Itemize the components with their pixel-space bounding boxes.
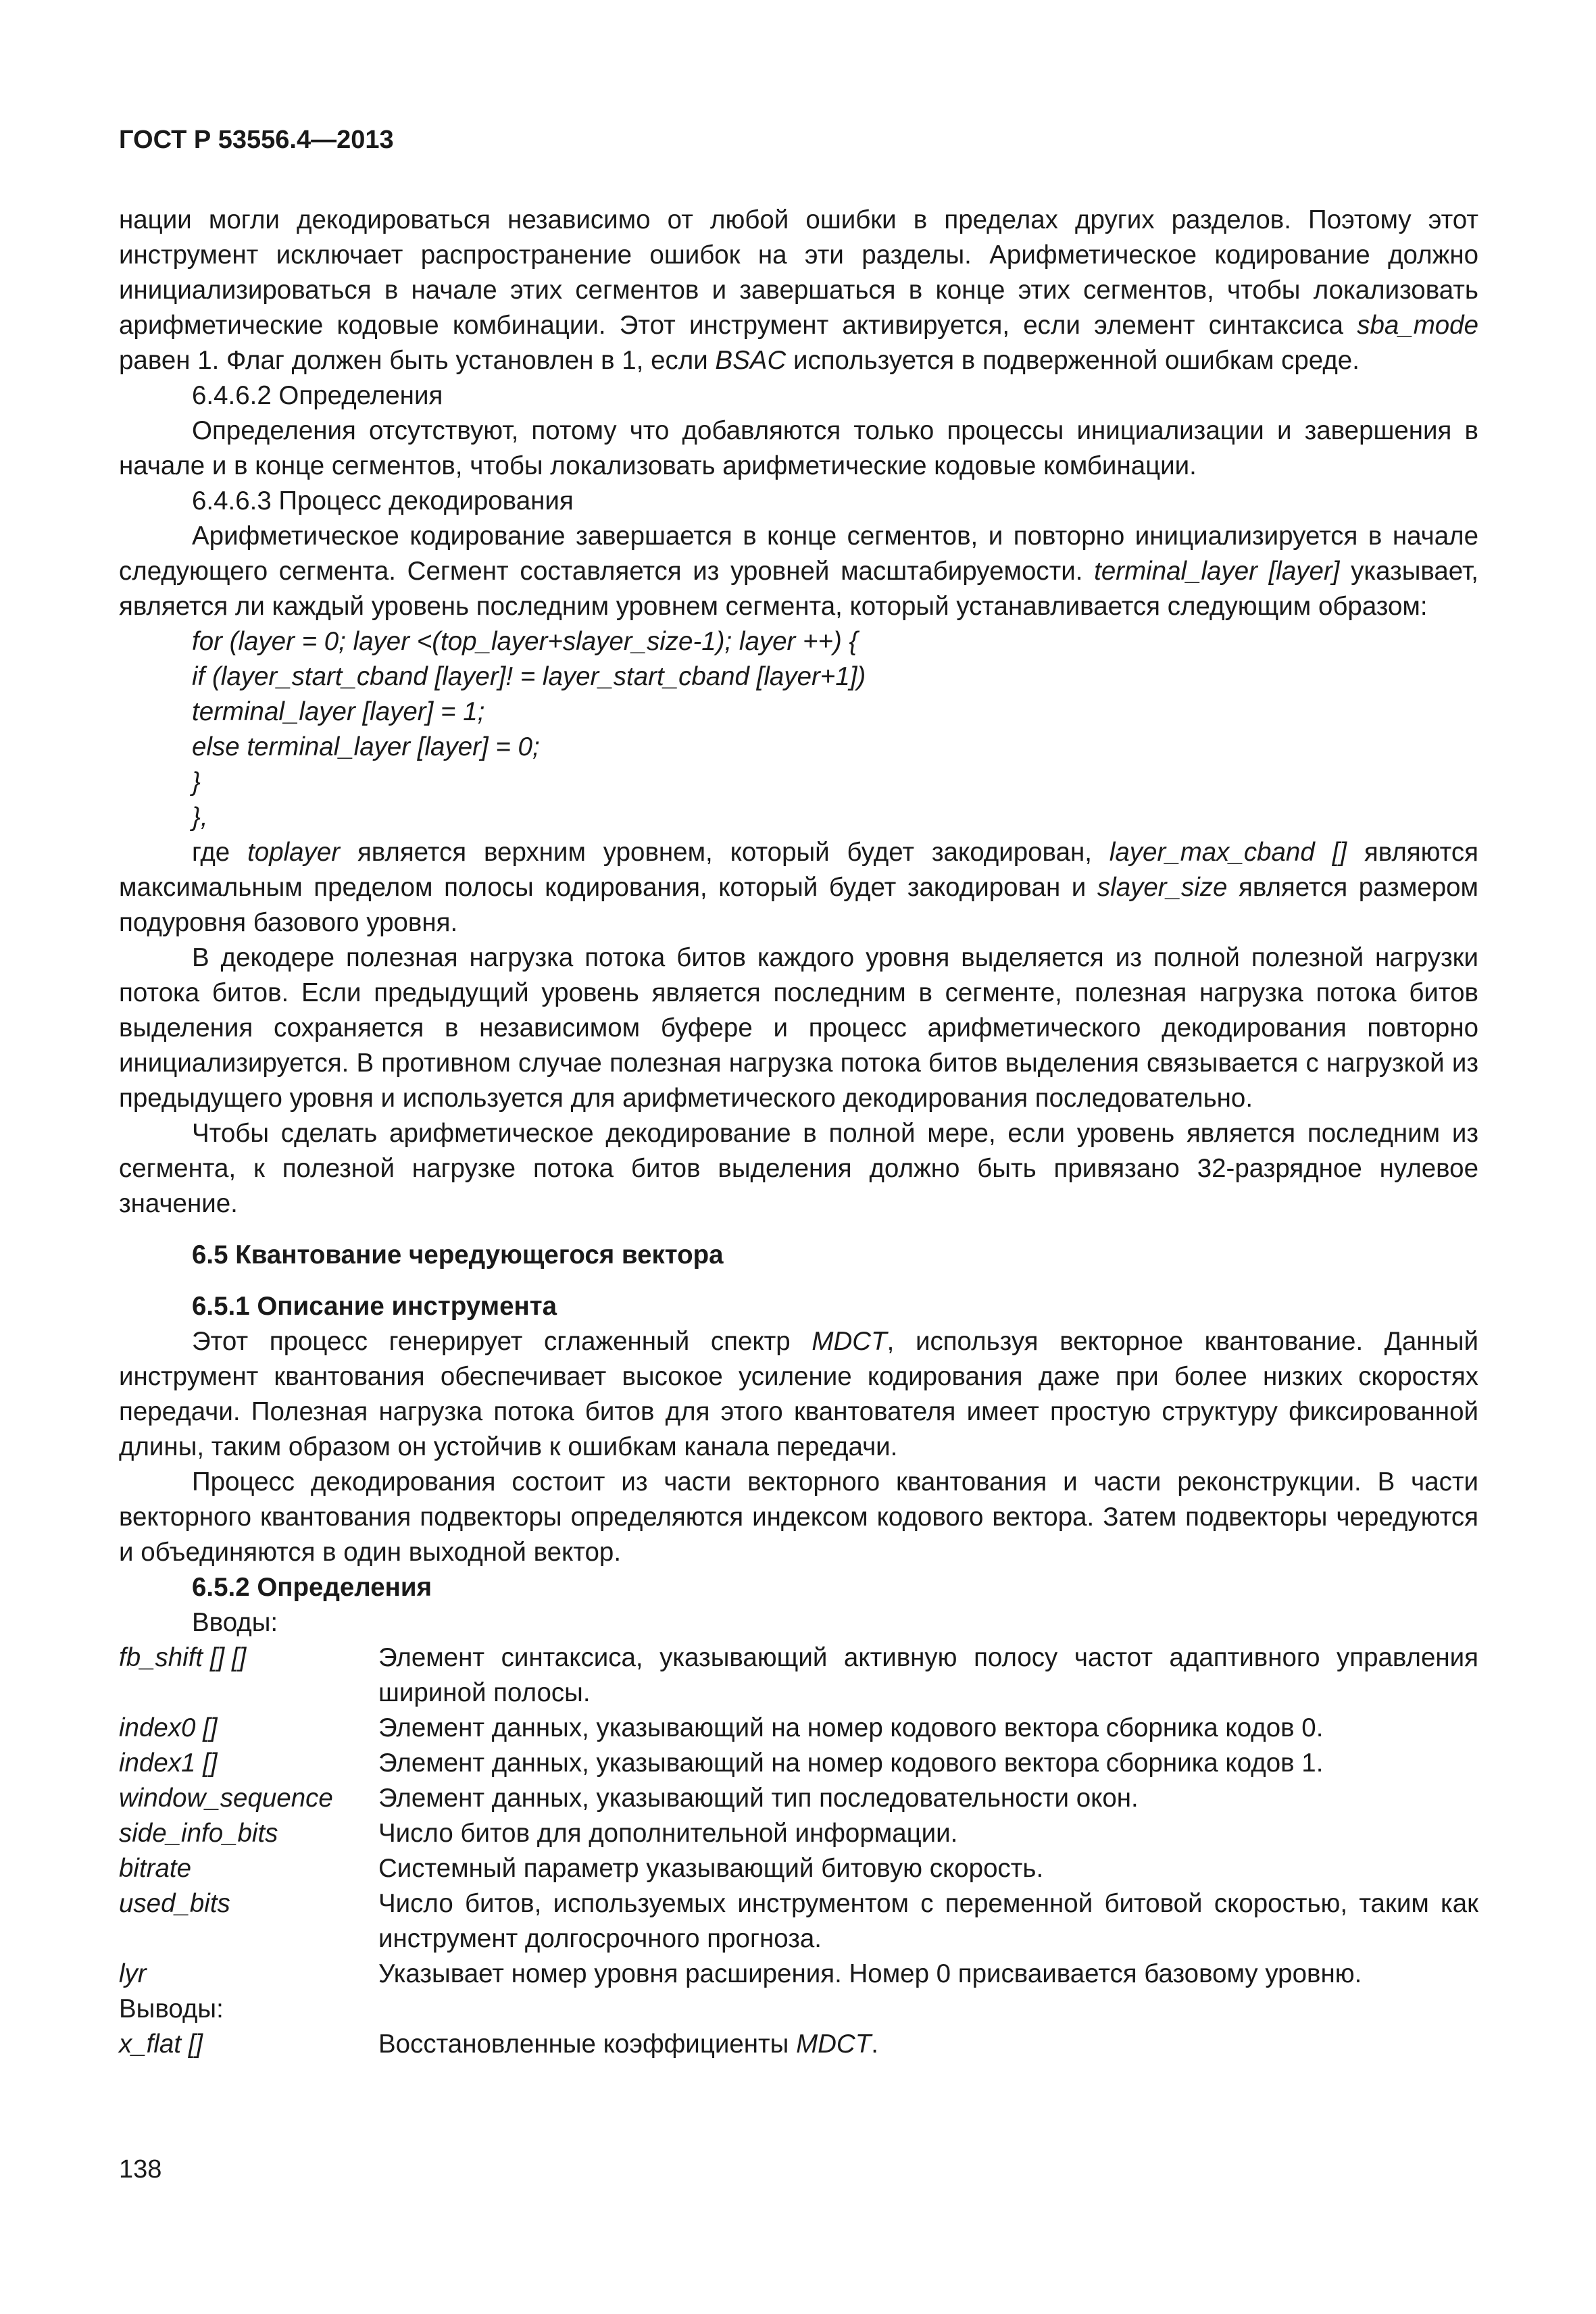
definition-desc: Элемент синтаксиса, указывающий активную полосу частот адаптивного управления шириной полосы. <box>378 1643 1478 1707</box>
definition-term: lyr <box>119 1959 147 1988</box>
code-line: terminal_layer [layer] = 1; <box>192 697 485 726</box>
code-line: for (layer = 0; layer <(top_layer+slayer_size-1); layer ++) { <box>192 627 858 656</box>
page-number: 138 <box>119 2155 162 2184</box>
code-line: else terminal_layer [layer] = 0; <box>192 732 540 761</box>
paragraph: Арифметическое кодирование завершается в конце сегментов, и повторно инициализируется в начале следующего сегмента. Сегмент составляется из уровней масштабируемости. terminal_layer [layer] указывает, является ли каждый уровень последним уровнем сегмента, который устанавливается следующим образом: <box>119 522 1479 621</box>
inputs-label: Вводы: <box>192 1608 278 1637</box>
definition-desc: Указывает номер уровня расширения. Номер 0 присваивается базовому уровню. <box>378 1959 1362 1988</box>
paragraph: нации могли декодироваться независимо от любой ошибки в пределах других разделов. Поэтому этот инструмент исключает распространение ошибок на эти разделы. Арифметическое кодирование должно инициализироваться в начале этих сегментов и завершаться в конце этих сегментов, чтобы локализовать арифметические кодовые комбинации. Этот инструмент активируется, если элемент синтаксиса sba_mode равен 1. Флаг должен быть установлен в 1, если BSAC используется в подверженной ошибкам среде. <box>119 205 1478 375</box>
definition-desc: Элемент данных, указывающий на номер кодового вектора сборника кодов 1. <box>378 1749 1324 1778</box>
definition-row <box>119 1851 1478 1886</box>
definition-row <box>119 1816 1478 1851</box>
definition-term: x_flat [] <box>119 2030 203 2059</box>
definition-row <box>119 2027 1478 2062</box>
code-block <box>119 624 1478 835</box>
definition-desc: Число битов для дополнительной информации. <box>378 1819 958 1848</box>
paragraph: Чтобы сделать арифметическое декодирование в полной мере, если уровень является последним из сегмента, к полезной нагрузке потока битов выделения должно быть привязано 32-разрядное нулевое значение. <box>119 1119 1478 1218</box>
definition-desc: Элемент данных, указывающий тип последовательности окон. <box>378 1784 1139 1813</box>
inputs-list <box>119 1640 1478 1992</box>
definition-term: index0 [] <box>119 1713 218 1742</box>
section-heading: 6.5.2 Определения <box>192 1573 432 1602</box>
section-heading: 6.5.1 Описание инструмента <box>192 1292 557 1321</box>
definition-row <box>119 1781 1478 1816</box>
definition-row <box>119 1957 1478 1992</box>
paragraph: В декодере полезная нагрузка потока битов каждого уровня выделяется из полной полезной нагрузки потока битов. Если предыдущий уровень является последним в сегменте, полезная нагрузка потока битов выделения сохраняется в независимом буфере и процесс арифметического декодирования повторно инициализируется. В противном случае полезная нагрузка потока битов выделения связывается с нагрузкой из предыдущего уровня и используется для арифметического декодирования последовательно. <box>119 943 1478 1113</box>
outputs-list <box>119 2027 1478 2062</box>
definition-desc: Элемент данных, указывающий на номер кодового вектора сборника кодов 0. <box>378 1713 1324 1742</box>
definition-term: window_sequence <box>119 1784 333 1813</box>
paragraph: Процесс декодирования состоит из части векторного квантования и части реконструкции. В части векторного квантования подвекторы определяются индексом кодового вектора. Затем подвекторы чередуются и объединяются в один выходной вектор. <box>119 1467 1478 1567</box>
section-heading: 6.5 Квантование чередующегося вектора <box>192 1240 724 1269</box>
definition-row <box>119 1886 1478 1957</box>
definition-desc: Восстановленные коэффициенты MDCT. <box>378 2030 878 2059</box>
definition-row <box>119 1711 1478 1746</box>
paragraph: Этот процесс генерирует сглаженный спектр MDCT, используя векторное квантование. Данный инструмент квантования обеспечивает высокое усиление кодирования даже при более низких скоростях передачи. Полезная нагрузка потока битов для этого квантователя имеет простую структуру фиксированной длины, таким образом он устойчив к ошибкам канала передачи. <box>119 1327 1478 1461</box>
outputs-label: Выводы: <box>119 1994 224 2023</box>
code-line: }, <box>192 803 208 832</box>
code-line: if (layer_start_cband [layer]! = layer_start_cband [layer+1]) <box>192 662 866 691</box>
definition-term: fb_shift [] [] <box>119 1643 247 1672</box>
subsection-heading: 6.4.6.3 Процесс декодирования <box>192 486 574 515</box>
paragraph: Определения отсутствуют, потому что добавляются только процессы инициализации и завершения в начале и в конце сегментов, чтобы локализовать арифметические кодовые комбинации. <box>119 416 1478 480</box>
definition-row <box>119 1746 1478 1781</box>
definition-term: side_info_bits <box>119 1819 278 1848</box>
definition-term: used_bits <box>119 1889 230 1918</box>
page-content <box>119 203 1478 2062</box>
definition-row <box>119 1640 1478 1711</box>
definition-term: index1 [] <box>119 1749 218 1778</box>
document-header: ГОСТ Р 53556.4—2013 <box>119 126 394 154</box>
definition-desc: Системный параметр указывающий битовую скорость. <box>378 1854 1044 1883</box>
code-line: } <box>192 768 201 797</box>
subsection-heading: 6.4.6.2 Определения <box>192 381 443 410</box>
definition-term: bitrate <box>119 1854 192 1883</box>
definition-desc: Число битов, используемых инструментом с переменной битовой скоростью, таким как инструмент долгосрочного прогноза. <box>378 1889 1478 1953</box>
paragraph: где toplayer является верхним уровнем, который будет закодирован, layer_max_cband [] являются максимальным пределом полосы кодирования, который будет закодирован и slayer_size является размером подуровня базового уровня. <box>119 838 1478 937</box>
